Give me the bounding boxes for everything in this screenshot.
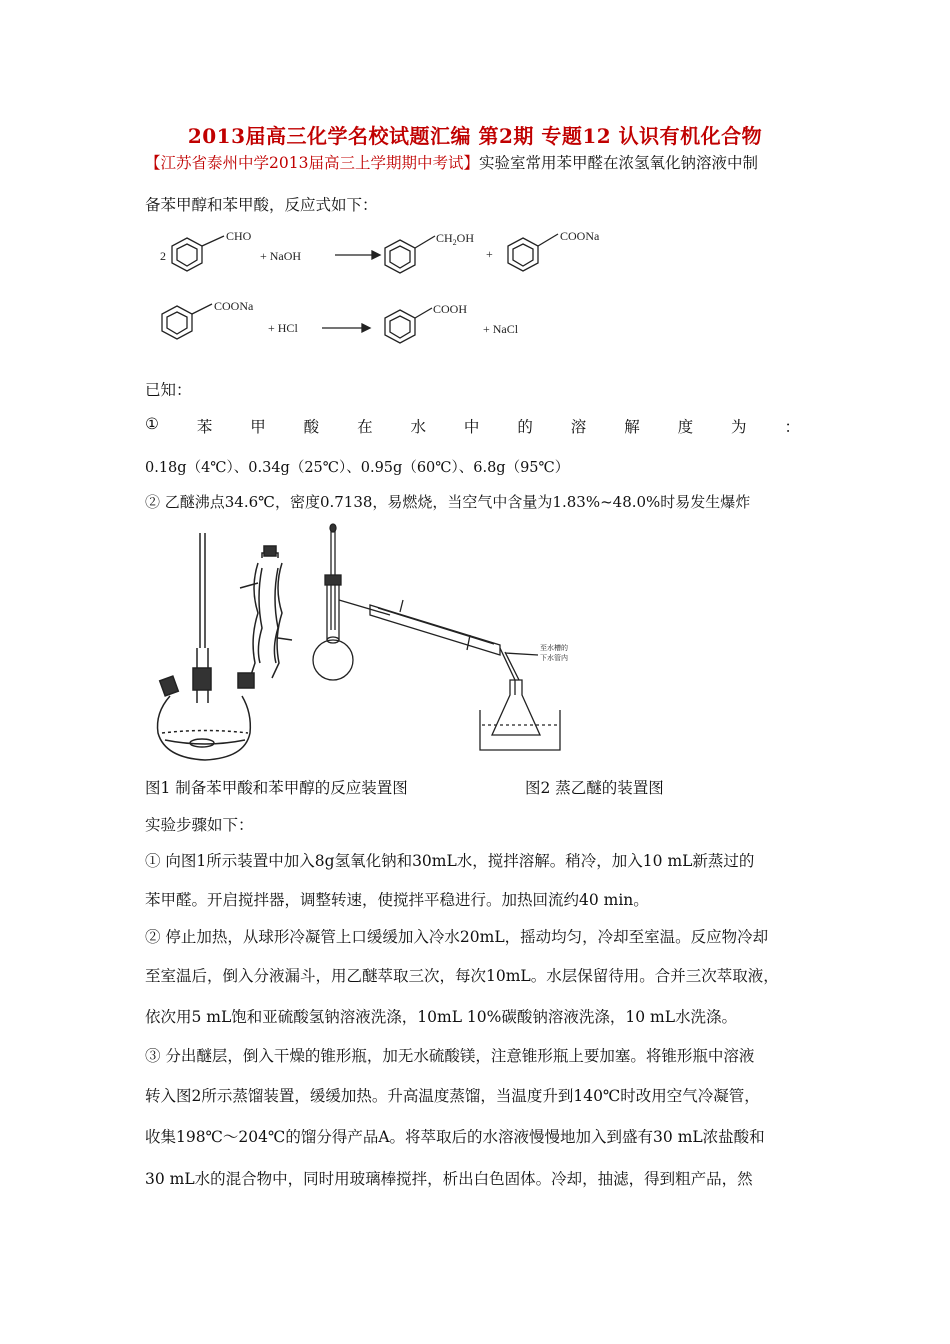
figure-1-reflux-apparatus: [150, 528, 300, 768]
fig2-label-line1: 至水槽的: [540, 644, 568, 652]
figure-1-caption: 图1 制备苯甲酸和苯甲醇的反应装置图: [145, 779, 408, 797]
known-char: 甲: [250, 418, 266, 436]
intro-text-1: 实验室常用苯甲醛在浓氢氧化钠溶液中制: [478, 154, 758, 172]
r1-product1-group: $CH_2OH$: [436, 231, 475, 247]
known-char: 度: [677, 418, 694, 436]
figure-2-distillation-apparatus: [300, 520, 620, 760]
known-char: 中: [463, 418, 480, 436]
r1-reagent: + NaOH: [260, 249, 302, 263]
steps-heading: 实验步骤如下：: [145, 816, 254, 834]
step-line: 转入图2所示蒸馏装置，缓缓加热。升高温度蒸馏，当温度升到140℃时改用空气冷凝管，: [145, 1087, 760, 1105]
intro-line-1: [145, 151, 758, 173]
known-item-2: ② 乙醚沸点34.6℃，密度0.7138，易燃烧，当空气中含量为1.83%~48.0%时易发生爆炸: [145, 493, 751, 511]
step-line: ② 停止加热，从球形冷凝管上口缓缓加入冷水20mL，摇动均匀，冷却至室温。反应物冷却: [145, 928, 769, 946]
r2-substrate-group: COONa: [214, 299, 254, 313]
known-char: ①: [145, 415, 159, 433]
r1-plus: +: [486, 247, 493, 261]
page-title: 2013届高三化学名校试题汇编 第2期 专题12 认识有机化合物: [187, 124, 763, 148]
known-char: 的: [517, 418, 533, 436]
figure-2-caption: 图2 蒸乙醚的装置图: [525, 779, 664, 797]
step-line: 苯甲醛。开启搅拌器，调整转速，使搅拌平稳进行。加热回流约40 min。: [145, 891, 649, 909]
r1-substrate-group: CHO: [226, 229, 252, 243]
step-line: 依次用5 mL饱和亚硫酸氢钠溶液洗涤，10mL 10%碳酸钠溶液洗涤，10 mL水洗涤。: [145, 1008, 738, 1026]
step-line: ③ 分出醚层，倒入干燥的锥形瓶，加无水硫酸镁，注意锥形瓶上要加塞。将锥形瓶中溶液: [145, 1047, 755, 1065]
step-line: 收集198℃～204℃的馏分得产品A。将萃取后的水溶液慢慢地加入到盛有30 mL浓盐酸和: [145, 1128, 765, 1146]
coefficient: 2: [160, 249, 166, 263]
step-line: 至室温后，倒入分液漏斗，用乙醚萃取三次，每次10mL。水层保留待用。合并三次萃取液，: [145, 967, 779, 985]
known-char: 苯: [196, 418, 213, 436]
known-item-1: [145, 415, 800, 437]
known-char: ：: [784, 418, 800, 436]
known-char: 解: [624, 418, 640, 436]
known-item-1-values: 0.18g（4℃）、0.34g（25℃）、0.95g（60℃）、6.8g（95℃）: [145, 460, 570, 476]
known-heading: 已知：: [145, 381, 192, 399]
step-line: ① 向图1所示装置中加入8g氢氧化钠和30mL水，搅拌溶解。稍冷，加入10 mL新蒸过的: [145, 852, 755, 870]
r2-product1-group: COOH: [433, 302, 468, 316]
source-tag: 【江苏省泰州中学2013届高三上学期期中考试】: [145, 154, 479, 172]
fig2-label-line2: 下水管内: [540, 654, 568, 662]
known-char: 为: [731, 418, 747, 436]
r2-product2: + NaCl: [483, 322, 519, 336]
known-char: 酸: [303, 418, 320, 436]
known-char: 在: [357, 418, 373, 436]
r2-reagent: + HCl: [268, 321, 298, 335]
known-char: 溶: [570, 418, 587, 436]
intro-line-2: 备苯甲醇和苯甲酸，反应式如下：: [145, 196, 378, 214]
known-char: 水: [410, 418, 427, 436]
r1-product2-group: COONa: [560, 229, 600, 243]
reaction-scheme: [150, 218, 630, 358]
step-line: 30 mL水的混合物中，同时用玻璃棒搅拌，析出白色固体。冷却，抽滤，得到粗产品，然: [145, 1170, 753, 1188]
